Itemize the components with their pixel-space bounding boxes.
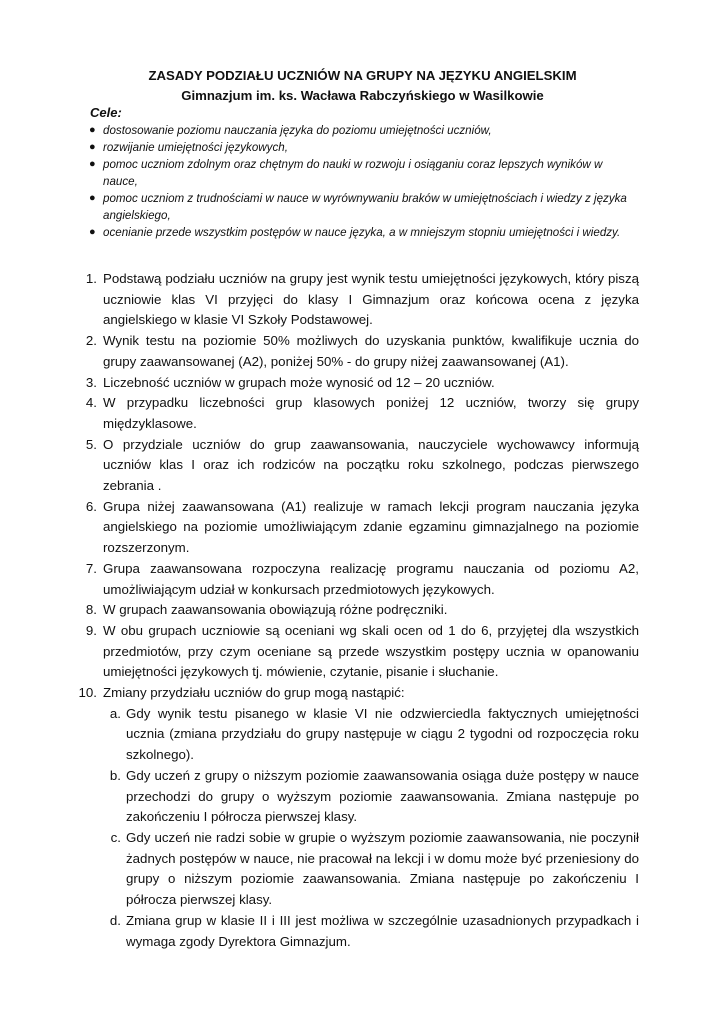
rule-item: 6. Grupa niżej zaawansowana (A1) realizuje w ramach lekcji program nauczania języka angielskiego na poziomie umożliwiającym zdanie egzaminu gimnazjalnego na poziomie rozszerzonym.	[85, 498, 639, 556]
bullet-dot-icon: ●	[89, 141, 96, 153]
rule-item: 8. W grupach zaawansowania obowiązują różne podręczniki.	[85, 602, 448, 618]
list-item: ● ocenianie przede wszystkim postępów w nauce języka, a w mniejszym stopniu umiejętności i wiedzy.	[89, 226, 621, 239]
list-item: ● dostosowanie poziomu nauczania języka do poziomu umiejętności uczniów,	[89, 124, 492, 137]
rule-item: 1. Podstawą podziału uczniów na grupy jest wynik testu umiejętności językowych, który piszą uczniowie klas VI przyjęci do klasy I Gimnazjum oraz końcowa ocena z języka angielskiego w klasie VI Szkoły Podstawowej.	[85, 271, 639, 328]
sub-list	[103, 704, 639, 952]
rule-item: 3. Liczebność uczniów w grupach może wynosić od 12 – 20 uczniów.	[85, 374, 495, 390]
rule-item: 7. Grupa zaawansowana rozpoczyna realizację programu nauczania od poziomu A2, umożliwiającym udział w konkursach przedmiotowych językowych.	[85, 560, 639, 597]
bullet-dot-icon: ●	[89, 192, 96, 204]
rule-item: 10. Zmiany przydziału uczniów do grup mogą nastąpić: a. Gdy wynik testu pisanego w klasie VI nie odzwierciedla faktycznych umiejętności ucznia (zmiana przydziału do grupy następuje w ciągu 2 tygodni od rozpoczęcia roku szkolnego). b. Gdy uczeń z grupy o niższym poziomie zaawansowania osiąga duże postępy w nauce przechodzi do grupy o wyższym poziomie zaawansowania. Zmiana następuje po zakończeniu I półrocza pierwszej klasy. c. Gdy uczeń nie radzi sobie w grupie o wyższym poziomie zaawansowania, nie poczynił żadnych postępów w nauce, nie pracował na lekcji i w domu może być przeniesiony do grupy o niższym poziomie zaawansowania. Zmiana następuje po zakończeniu I półrocza pierwszej klasy. d. Zmiana grup w klasie II i III jest możliwa w szczególnie uzasadnionych przypadkach i wymaga zgody Dyrektora Gimnazjum.	[79, 683, 639, 952]
rule-item: 4. W przypadku liczebności grup klasowych poniżej 12 uczniów, tworzy się grupy międzyklasowe.	[85, 395, 639, 431]
goals-label: Cele:	[90, 105, 122, 120]
list-item: ● pomoc uczniom z trudnościami w nauce w wyrównywaniu braków w umiejętnościach i wiedzy z języka angielskiego,	[89, 192, 627, 222]
list-item: ● rozwijanie umiejętności językowych,	[89, 141, 288, 154]
rule-item: 2. Wynik testu na poziomie 50% możliwych do uzyskania punktów, kwalifikuje ucznia do grupy zaawansowanej (A2), poniżej 50% - do grupy niżej zaawansowanej (A1).	[85, 333, 639, 369]
bullet-dot-icon: ●	[89, 226, 96, 238]
list-item: ● pomoc uczniom zdolnym oraz chętnym do nauki w rozwoju i osiąganiu coraz lepszych wyników w nauce,	[89, 158, 603, 188]
rule-item: 5. O przydziale uczniów do grup zaawansowania, nauczyciele wychowawcy informują uczniów klas I oraz ich rodziców na początku roku szkolnego, podczas pierwszego zebrania .	[85, 436, 639, 494]
rules-list	[79, 269, 639, 952]
school-name: Gimnazjum im. ks. Wacława Rabczyńskiego w Wasilkowie	[181, 88, 544, 103]
document-title: ZASADY PODZIAŁU UCZNIÓW NA GRUPY NA JĘZYKU ANGIELSKIM	[148, 68, 577, 83]
goals-list	[89, 122, 637, 241]
sub-item: c. Gdy uczeń nie radzi sobie w grupie o wyższym poziomie zaawansowania, nie poczynił żadnych postępów w nauce, nie pracował na lekcji i w domu może być przeniesiony do grupy o niższym poziomie zaawansowania. Zmiana następuje po zakończeniu I półrocza pierwszej klasy.	[110, 829, 639, 908]
sub-item: d. Zmiana grup w klasie II i III jest możliwa w szczególnie uzasadnionych przypadkach i wymaga zgody Dyrektora Gimnazjum.	[109, 912, 639, 949]
sub-item: a. Gdy wynik testu pisanego w klasie VI nie odzwierciedla faktycznych umiejętności ucznia (zmiana przydziału do grupy następuje w ciągu 2 tygodni od rozpoczęcia roku szkolnego).	[109, 705, 639, 763]
sub-item: b. Gdy uczeń z grupy o niższym poziomie zaawansowania osiąga duże postępy w nauce przechodzi do grupy o wyższym poziomie zaawansowania. Zmiana następuje po zakończeniu I półrocza pierwszej klasy.	[109, 767, 639, 825]
rule-item: 9. W obu grupach uczniowie są oceniani wg skali ocen od 1 do 6, przyjętej dla wszystkich przedmiotów, przy czym oceniane są przede wszystkim postępy ucznia w opanowaniu umiejętności językowych tj. mówienie, czytanie, pisanie i słuchanie.	[85, 622, 639, 680]
bullet-dot-icon: ●	[89, 158, 96, 170]
bullet-dot-icon: ●	[89, 124, 96, 136]
